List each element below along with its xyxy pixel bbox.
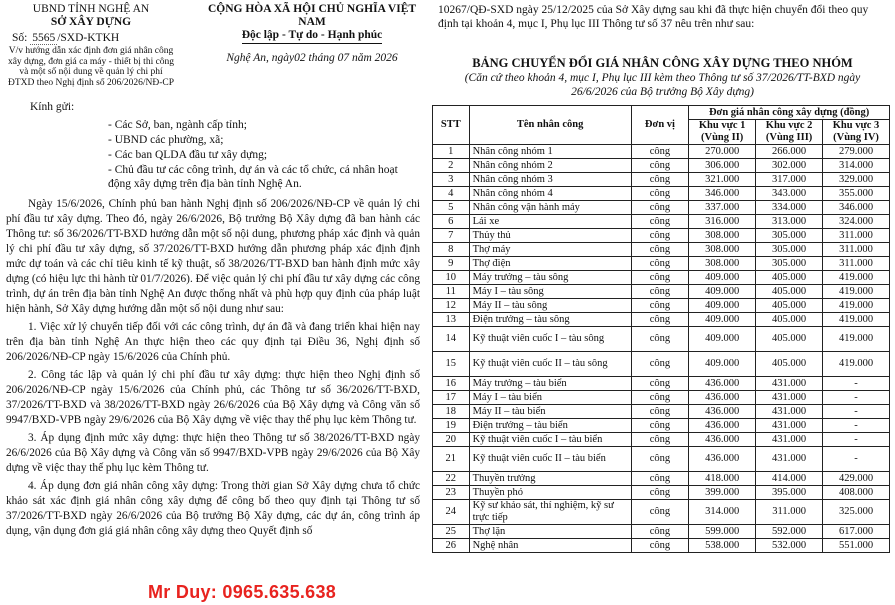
- row-kv3: 311.000: [823, 257, 890, 271]
- row-name: Thuyền trưởng: [469, 472, 631, 486]
- row-kv2: 313.000: [756, 215, 823, 229]
- recipients-block: [30, 100, 420, 192]
- row-name: Nhân công nhóm 3: [469, 173, 631, 187]
- row-kv1: 436.000: [689, 377, 756, 391]
- row-stt: 14: [433, 327, 470, 352]
- row-kv2: 305.000: [756, 229, 823, 243]
- table-row: [433, 201, 890, 215]
- table-row: [433, 447, 890, 472]
- nation-name: CỘNG HÒA XÃ HỘI CHỦ NGHĨA VIỆT NAM: [207, 3, 417, 28]
- row-kv1: 409.000: [689, 271, 756, 285]
- row-kv2: 317.000: [756, 173, 823, 187]
- row-stt: 10: [433, 271, 470, 285]
- row-name: Kỹ thuật viên cuốc I – tàu biển: [469, 433, 631, 447]
- date-place: Nghệ An, ngày: [226, 52, 295, 64]
- row-kv1: 538.000: [689, 539, 756, 553]
- row-stt: 23: [433, 486, 470, 500]
- row-kv2: 431.000: [756, 377, 823, 391]
- table-row: [433, 327, 890, 352]
- row-unit: công: [631, 313, 689, 327]
- row-kv2: 266.000: [756, 145, 823, 159]
- row-kv2: 431.000: [756, 419, 823, 433]
- row-kv3: 408.000: [823, 486, 890, 500]
- row-kv1: 306.000: [689, 159, 756, 173]
- date-year: năm 2026: [351, 52, 398, 64]
- row-kv2: 302.000: [756, 159, 823, 173]
- table-row: [433, 299, 890, 313]
- header-unit: Đơn vị: [631, 106, 689, 145]
- row-name: Kỹ thuật viên cuốc II – tàu sông: [469, 352, 631, 377]
- row-unit: công: [631, 433, 689, 447]
- recipient-item: - Các Sở, ban, ngành cấp tỉnh;: [108, 119, 247, 131]
- row-kv3: 279.000: [823, 145, 890, 159]
- row-name: Máy II – tàu sông: [469, 299, 631, 313]
- row-kv3: 419.000: [823, 271, 890, 285]
- row-unit: công: [631, 243, 689, 257]
- row-unit: công: [631, 486, 689, 500]
- row-kv1: 308.000: [689, 257, 756, 271]
- row-stt: 1: [433, 145, 470, 159]
- row-name: Điện trưởng – tàu biển: [469, 419, 631, 433]
- row-kv3: 314.000: [823, 159, 890, 173]
- row-name: Nhân công nhóm 1: [469, 145, 631, 159]
- body-paragraph: Ngày 15/6/2026, Chính phủ ban hành Nghị định số 206/2026/NĐ-CP về quản lý chi phí đầu tư xây dựng. Theo đó, ngày 26/6/2026, Bộ trưởng Bộ Xây dựng đã ban hành các Thông tư: số 36/2026/TT-BXD hướng dẫn một số nội dung, phương pháp xác định và quản lý chi phí đầu tư xây dựng, số 37/2026/TT-BXD hướng dẫn phương pháp xác định định mức dự toán và các chỉ tiêu kinh tế kỹ thuật, số 38/2026/TT-BXD ban hành định mức xây dựng (có hiệu lực thi hành từ 01/7/2026). Để việc quản lý chi phí đầu tư xây dựng các công trình, dự án trên địa bàn tỉnh Nghệ An được thống nhất và phù hợp quy định của pháp luật hiện hành, Sở Xây dựng hướng dẫn một số nội dung như sau:: [6, 198, 420, 315]
- table-row: [433, 377, 890, 391]
- doc-number-prefix: Số:: [12, 32, 28, 44]
- row-kv1: 436.000: [689, 405, 756, 419]
- row-name: Lái xe: [469, 215, 631, 229]
- row-name: Máy trưởng – tàu sông: [469, 271, 631, 285]
- row-kv1: 409.000: [689, 352, 756, 377]
- row-stt: 11: [433, 285, 470, 299]
- row-kv2: 405.000: [756, 313, 823, 327]
- recipient-item: - Chủ đầu tư các công trình, dự án và các tổ chức, cá nhân hoạt động xây dựng trên địa bàn tỉnh Nghệ An.: [108, 164, 398, 190]
- row-name: Nhân công nhóm 2: [469, 159, 631, 173]
- row-kv3: -: [823, 419, 890, 433]
- row-kv3: 419.000: [823, 327, 890, 352]
- row-kv2: 311.000: [756, 500, 823, 525]
- row-stt: 26: [433, 539, 470, 553]
- row-kv2: 405.000: [756, 285, 823, 299]
- row-kv1: 436.000: [689, 433, 756, 447]
- row-name: Thuyền phó: [469, 486, 631, 500]
- row-kv1: 314.000: [689, 500, 756, 525]
- table-row: [433, 405, 890, 419]
- table-row: [433, 243, 890, 257]
- table-row: [433, 187, 890, 201]
- labor-rate-table: [432, 105, 890, 553]
- row-kv2: 305.000: [756, 257, 823, 271]
- row-name: Máy I – tàu biển: [469, 391, 631, 405]
- row-unit: công: [631, 229, 689, 243]
- row-stt: 25: [433, 525, 470, 539]
- row-name: Thợ máy: [469, 243, 631, 257]
- row-stt: 4: [433, 187, 470, 201]
- body-paragraph: 3. Áp dụng định mức xây dựng: thực hiện theo Thông tư số 38/2026/TT-BXD ngày 26/6/2026 của Bộ Xây dựng và Công văn số 9947/BXD-VPB ngày 29/6/2026 của Bộ Xây dựng về việc thay thế phụ lục kèm Thông tư.: [6, 432, 420, 474]
- row-name: Thợ lặn: [469, 525, 631, 539]
- row-kv3: 325.000: [823, 500, 890, 525]
- row-unit: công: [631, 159, 689, 173]
- row-kv1: 409.000: [689, 327, 756, 352]
- row-stt: 22: [433, 472, 470, 486]
- row-kv1: 308.000: [689, 243, 756, 257]
- row-kv2: 431.000: [756, 447, 823, 472]
- row-kv2: 414.000: [756, 472, 823, 486]
- row-unit: công: [631, 352, 689, 377]
- table-title: BẢNG CHUYỂN ĐỔI GIÁ NHÂN CÔNG XÂY DỰNG THEO NHÓM: [472, 56, 853, 70]
- row-kv3: 429.000: [823, 472, 890, 486]
- row-unit: công: [631, 215, 689, 229]
- body-paragraph: 2. Công tác lập và quản lý chi phí đầu tư xây dựng: thực hiện theo Nghị định số 206/2026/NĐ-CP ngày 15/6/2026 của Chính phủ, các Thông tư số 36/2026/TT-BXD, 37/2026/TT-BXD và 38/2026/TT-BXD ngày 26/6/2026 của Bộ Xây dựng và Công văn số 9947/BXD-VPB ngày 29/6/2026 của Bộ Xây dựng về việc thay thế phụ lục kèm Thông tư.: [6, 369, 420, 426]
- header-kv2: Khu vực 2 (Vùng III): [756, 120, 823, 145]
- row-stt: 20: [433, 433, 470, 447]
- row-kv1: 409.000: [689, 299, 756, 313]
- row-kv2: 431.000: [756, 405, 823, 419]
- row-kv3: 617.000: [823, 525, 890, 539]
- row-stt: 8: [433, 243, 470, 257]
- row-name: Thủy thủ: [469, 229, 631, 243]
- row-unit: công: [631, 187, 689, 201]
- row-kv1: 346.000: [689, 187, 756, 201]
- row-kv2: 305.000: [756, 243, 823, 257]
- row-kv1: 436.000: [689, 447, 756, 472]
- table-row: [433, 486, 890, 500]
- row-stt: 17: [433, 391, 470, 405]
- row-kv2: 395.000: [756, 486, 823, 500]
- row-kv2: 431.000: [756, 433, 823, 447]
- recipient-item: - Các ban QLDA đầu tư xây dựng;: [108, 149, 268, 161]
- row-name: Nhân công nhóm 4: [469, 187, 631, 201]
- row-kv3: -: [823, 447, 890, 472]
- row-unit: công: [631, 447, 689, 472]
- row-stt: 15: [433, 352, 470, 377]
- row-kv3: 311.000: [823, 243, 890, 257]
- table-row: [433, 472, 890, 486]
- table-row: [433, 419, 890, 433]
- row-stt: 16: [433, 377, 470, 391]
- row-unit: công: [631, 299, 689, 313]
- province-name: UBND TỈNH NGHỆ AN: [32, 3, 150, 15]
- row-stt: 7: [433, 229, 470, 243]
- row-unit: công: [631, 405, 689, 419]
- row-unit: công: [631, 327, 689, 352]
- row-kv3: 355.000: [823, 187, 890, 201]
- row-stt: 24: [433, 500, 470, 525]
- national-motto: Độc lập - Tự do - Hạnh phúc: [242, 29, 383, 44]
- recipient-item: - UBND các phường, xã;: [108, 134, 224, 146]
- row-kv1: 337.000: [689, 201, 756, 215]
- row-kv1: 316.000: [689, 215, 756, 229]
- row-kv1: 399.000: [689, 486, 756, 500]
- row-kv1: 599.000: [689, 525, 756, 539]
- row-kv1: 321.000: [689, 173, 756, 187]
- row-kv3: -: [823, 391, 890, 405]
- row-unit: công: [631, 539, 689, 553]
- doc-number-suffix: /SXD-KTKH: [57, 32, 120, 44]
- row-kv2: 431.000: [756, 391, 823, 405]
- row-name: Thợ điện: [469, 257, 631, 271]
- row-unit: công: [631, 271, 689, 285]
- table-row: [433, 159, 890, 173]
- row-unit: công: [631, 525, 689, 539]
- row-unit: công: [631, 201, 689, 215]
- row-name: Kỹ thuật viên cuốc I – tàu sông: [469, 327, 631, 352]
- row-name: Nghệ nhân: [469, 539, 631, 553]
- header-name: Tên nhân công: [469, 106, 631, 145]
- row-kv2: 405.000: [756, 352, 823, 377]
- row-name: Kỹ thuật viên cuốc II – tàu biển: [469, 447, 631, 472]
- document-body: [6, 197, 420, 542]
- row-kv2: 405.000: [756, 299, 823, 313]
- body-paragraph: 1. Việc xử lý chuyển tiếp đối với các công trình, dự án đã và đang triển khai hiện nay trên địa bàn tỉnh Nghệ An thực hiện theo các quy định tại Điều 36, Nghị định số 206/2026/NĐ-CP ngày 15/6/2026 của Chính phủ.: [6, 321, 420, 363]
- header-kv3: Khu vực 3 (Vùng IV): [823, 120, 890, 145]
- row-kv2: 334.000: [756, 201, 823, 215]
- row-unit: công: [631, 419, 689, 433]
- row-stt: 12: [433, 299, 470, 313]
- row-unit: công: [631, 145, 689, 159]
- row-kv1: 308.000: [689, 229, 756, 243]
- row-name: Máy trưởng – tàu biển: [469, 377, 631, 391]
- row-kv2: 405.000: [756, 271, 823, 285]
- row-kv1: 270.000: [689, 145, 756, 159]
- row-kv1: 409.000: [689, 313, 756, 327]
- row-kv3: -: [823, 377, 890, 391]
- row-kv3: 346.000: [823, 201, 890, 215]
- table-subtitle: (Căn cứ theo khoản 4, mục I, Phụ lục III kèm theo Thông tư số 37/2026/TT-BXD ngày 26/6/2026 của Bộ trưởng Bộ Xây dựng): [464, 72, 861, 98]
- row-stt: 5: [433, 201, 470, 215]
- header-kv1: Khu vực 1 (Vùng II): [689, 120, 756, 145]
- document-number: [6, 32, 176, 45]
- greeting: Kính gửi:: [30, 101, 75, 113]
- row-kv2: 592.000: [756, 525, 823, 539]
- left-column: [0, 0, 428, 605]
- row-kv1: 436.000: [689, 391, 756, 405]
- row-unit: công: [631, 500, 689, 525]
- table-row: [433, 271, 890, 285]
- row-unit: công: [631, 472, 689, 486]
- body-paragraph: 4. Áp dụng đơn giá nhân công xây dựng: Trong thời gian Sở Xây dựng chưa tổ chức khảo sát xác định giá nhân công xây dựng để công bố theo quy định tại Thông tư số 37/2026/TT-BXD ngày 26/6/2026 của Bộ trưởng Bộ Xây dựng, các dự án, công trình áp dụng, vận dụng đơn giá giá nhân công xây dựng theo Quyết định số: [6, 480, 420, 537]
- table-row: [433, 539, 890, 553]
- row-name: Máy II – tàu biển: [469, 405, 631, 419]
- row-kv3: 419.000: [823, 285, 890, 299]
- row-stt: 2: [433, 159, 470, 173]
- row-stt: 9: [433, 257, 470, 271]
- row-kv3: 311.000: [823, 229, 890, 243]
- row-kv3: 324.000: [823, 215, 890, 229]
- row-unit: công: [631, 391, 689, 405]
- row-stt: 3: [433, 173, 470, 187]
- row-stt: 21: [433, 447, 470, 472]
- date-month: 07: [337, 52, 350, 64]
- row-stt: 13: [433, 313, 470, 327]
- table-row: [433, 215, 890, 229]
- header-price-group: Đơn giá nhân công xây dựng (đồng): [689, 106, 890, 120]
- row-unit: công: [631, 173, 689, 187]
- row-kv3: 419.000: [823, 352, 890, 377]
- row-kv2: 532.000: [756, 539, 823, 553]
- row-kv3: 419.000: [823, 299, 890, 313]
- row-unit: công: [631, 377, 689, 391]
- table-row: [433, 285, 890, 299]
- contact-watermark: Mr Duy: 0965.635.638: [148, 582, 337, 602]
- header-stt: STT: [433, 106, 470, 145]
- date-month-label: tháng: [308, 52, 335, 64]
- row-name: Điện trưởng – tàu sông: [469, 313, 631, 327]
- row-kv2: 343.000: [756, 187, 823, 201]
- recipient-list: [30, 118, 420, 191]
- table-row: [433, 525, 890, 539]
- table-row: [433, 391, 890, 405]
- document-subject: V/v hướng dẫn xác định đơn giá nhân công xây dựng, đơn giá ca máy - thiết bị thi công và một số nội dung về quản lý chi phí ĐTXD theo Nghị định số 206/2026/NĐ-CP: [7, 46, 175, 88]
- row-stt: 6: [433, 215, 470, 229]
- table-row: [433, 173, 890, 187]
- row-kv3: 419.000: [823, 313, 890, 327]
- table-row: [433, 352, 890, 377]
- right-column: [430, 0, 895, 605]
- table-row: [433, 145, 890, 159]
- row-kv3: 329.000: [823, 173, 890, 187]
- row-kv3: -: [823, 405, 890, 419]
- row-kv1: 418.000: [689, 472, 756, 486]
- table-row: [433, 313, 890, 327]
- date-day: 02: [294, 52, 306, 64]
- row-name: Máy I – tàu sông: [469, 285, 631, 299]
- row-stt: 18: [433, 405, 470, 419]
- row-unit: công: [631, 257, 689, 271]
- row-name: Nhân công vận hành máy: [469, 201, 631, 215]
- table-row: [433, 257, 890, 271]
- row-stt: 19: [433, 419, 470, 433]
- row-kv1: 436.000: [689, 419, 756, 433]
- row-kv1: 409.000: [689, 285, 756, 299]
- continuation-text: 10267/QĐ-SXD ngày 25/12/2025 của Sở Xây dựng sau khi đã thực hiện chuyển đổi theo quy định tại khoản 4, mục I, Phụ lục III Thông tư số 37 nêu trên như sau:: [438, 4, 869, 30]
- doc-number-value: 5565: [32, 32, 56, 44]
- table-row: [433, 433, 890, 447]
- row-unit: công: [631, 285, 689, 299]
- row-kv2: 405.000: [756, 327, 823, 352]
- table-row: [433, 500, 890, 525]
- table-body: [433, 145, 890, 553]
- issuing-authority: [6, 3, 176, 88]
- department-name: SỞ XÂY DỰNG: [50, 16, 132, 28]
- row-kv3: -: [823, 433, 890, 447]
- issue-date: [196, 52, 428, 65]
- row-kv3: 551.000: [823, 539, 890, 553]
- table-row: [433, 229, 890, 243]
- national-heading: [196, 3, 428, 65]
- row-name: Kỹ sư khảo sát, thí nghiệm, kỹ sư trực tiếp: [469, 500, 631, 525]
